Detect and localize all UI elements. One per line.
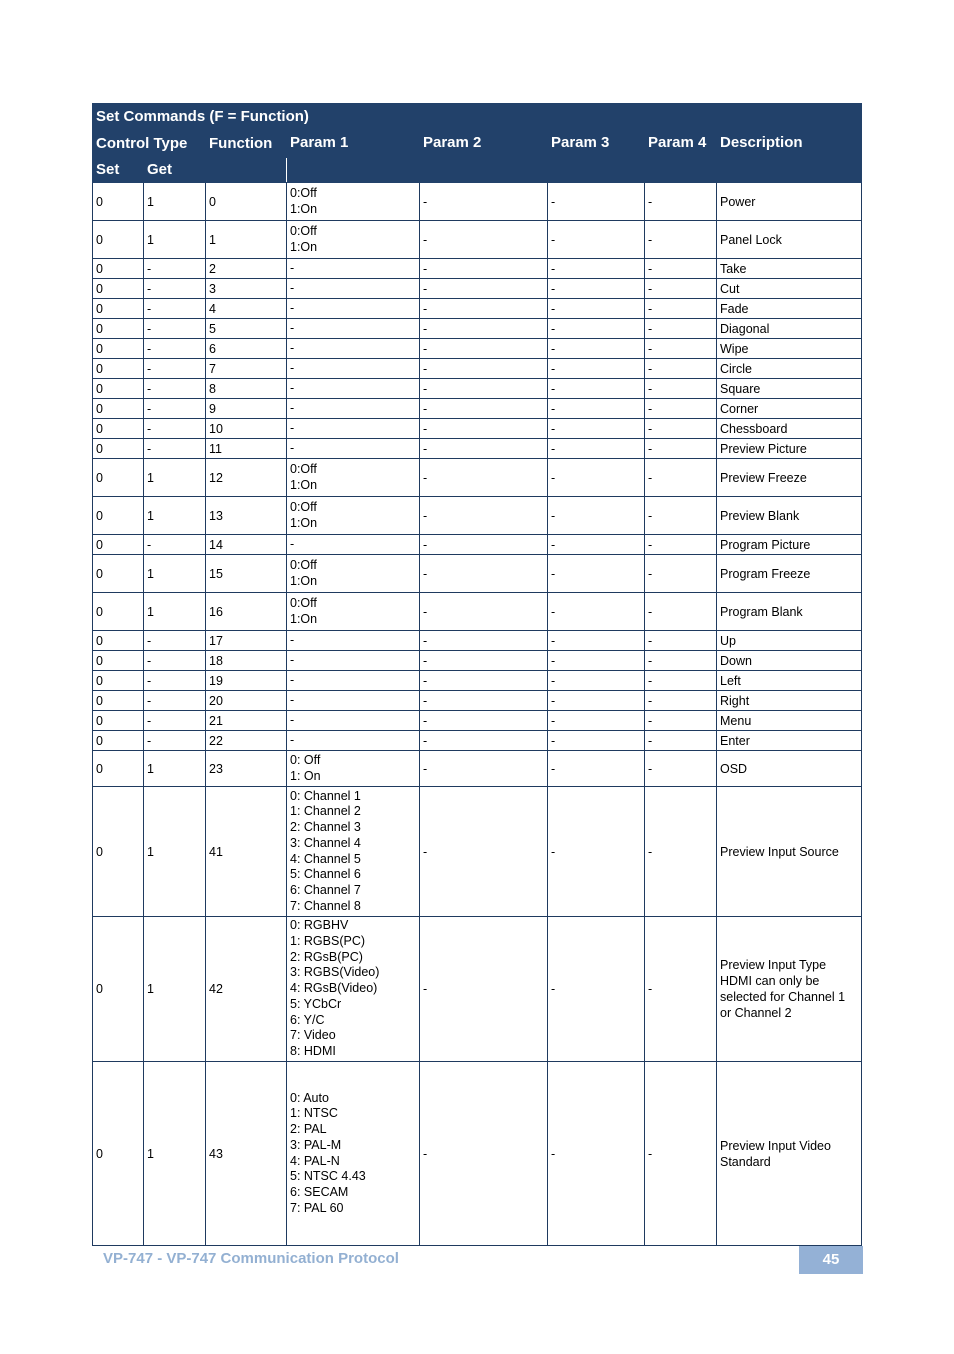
- cell-function: 41: [206, 787, 287, 917]
- cell-param4: -: [645, 671, 717, 691]
- cell-description: Wipe: [717, 339, 862, 359]
- cell-function: 18: [206, 651, 287, 671]
- cell-param1: -: [287, 359, 420, 379]
- cell-param2: -: [420, 1062, 548, 1246]
- cell-param3: -: [548, 671, 645, 691]
- cell-param1: -: [287, 419, 420, 439]
- table-row: [93, 497, 862, 535]
- cell-description: Preview Input Type HDMI can only be selected for Channel 1 or Channel 2: [717, 917, 862, 1062]
- cell-param1: 0: Channel 1 1: Channel 2 2: Channel 3 3: Channel 4 4: Channel 5 5: Channel 6 6: Channel 7 7: Channel 8: [287, 787, 420, 917]
- cell-param2: -: [420, 359, 548, 379]
- table-row: [93, 221, 862, 259]
- table-row: [93, 419, 862, 439]
- cell-param3: -: [548, 555, 645, 593]
- cell-set: 0: [93, 319, 144, 339]
- table-row: [93, 183, 862, 221]
- table-row: [93, 299, 862, 319]
- table-row: [93, 731, 862, 751]
- cell-param4: -: [645, 711, 717, 731]
- cell-get: -: [144, 379, 206, 399]
- cell-description: Program Freeze: [717, 555, 862, 593]
- cell-param4: -: [645, 439, 717, 459]
- cell-param4: -: [645, 183, 717, 221]
- cell-param3: -: [548, 439, 645, 459]
- cell-param4: -: [645, 319, 717, 339]
- cell-get: -: [144, 711, 206, 731]
- cell-param2: -: [420, 299, 548, 319]
- header-get: Get: [144, 158, 206, 183]
- cell-function: 0: [206, 183, 287, 221]
- cell-param2: -: [420, 651, 548, 671]
- cell-param2: -: [420, 439, 548, 459]
- cell-set: 0: [93, 339, 144, 359]
- cell-set: 0: [93, 299, 144, 319]
- page-number-badge: 45: [799, 1246, 863, 1274]
- cell-param2: -: [420, 535, 548, 555]
- header-param3: Param 3: [548, 131, 645, 183]
- cell-function: 10: [206, 419, 287, 439]
- cell-description: Menu: [717, 711, 862, 731]
- cell-param1: 0: RGBHV 1: RGBS(PC) 2: RGsB(PC) 3: RGBS(Video) 4: RGsB(Video) 5: YCbCr 6: Y/C 7: Video 8: HDMI: [287, 917, 420, 1062]
- cell-param4: -: [645, 379, 717, 399]
- cell-set: 0: [93, 1062, 144, 1246]
- cell-param3: -: [548, 691, 645, 711]
- cell-param4: -: [645, 1062, 717, 1246]
- cell-set: 0: [93, 399, 144, 419]
- cell-param1: -: [287, 711, 420, 731]
- table-row: [93, 279, 862, 299]
- cell-param1: -: [287, 691, 420, 711]
- cell-function: 20: [206, 691, 287, 711]
- cell-param3: -: [548, 259, 645, 279]
- cell-param3: -: [548, 731, 645, 751]
- cell-param1: 0:Off 1:On: [287, 555, 420, 593]
- cell-param2: -: [420, 787, 548, 917]
- cell-set: 0: [93, 221, 144, 259]
- cell-get: -: [144, 671, 206, 691]
- cell-function: 21: [206, 711, 287, 731]
- table-row: [93, 359, 862, 379]
- cell-set: 0: [93, 751, 144, 787]
- cell-function: 9: [206, 399, 287, 419]
- cell-description: Cut: [717, 279, 862, 299]
- cell-get: -: [144, 399, 206, 419]
- cell-param3: -: [548, 593, 645, 631]
- cell-function: 7: [206, 359, 287, 379]
- table-row: [93, 671, 862, 691]
- cell-param4: -: [645, 259, 717, 279]
- cell-param3: -: [548, 631, 645, 651]
- cell-param4: -: [645, 917, 717, 1062]
- table-row: [93, 259, 862, 279]
- cell-param4: -: [645, 279, 717, 299]
- cell-get: -: [144, 319, 206, 339]
- cell-description: Right: [717, 691, 862, 711]
- cell-description: Circle: [717, 359, 862, 379]
- cell-set: 0: [93, 379, 144, 399]
- cell-param1: -: [287, 651, 420, 671]
- cell-description: OSD: [717, 751, 862, 787]
- table-row: [93, 711, 862, 731]
- cell-param3: -: [548, 787, 645, 917]
- cell-set: 0: [93, 593, 144, 631]
- cell-param3: -: [548, 535, 645, 555]
- cell-set: 0: [93, 497, 144, 535]
- cell-param2: -: [420, 221, 548, 259]
- cell-param1: -: [287, 379, 420, 399]
- cell-function: 2: [206, 259, 287, 279]
- header-set: Set: [93, 158, 144, 183]
- cell-param1: -: [287, 731, 420, 751]
- cell-get: 1: [144, 459, 206, 497]
- cell-param2: -: [420, 631, 548, 651]
- cell-function: 17: [206, 631, 287, 651]
- cell-param4: -: [645, 651, 717, 671]
- cell-function: 11: [206, 439, 287, 459]
- cell-param3: -: [548, 497, 645, 535]
- table-title: Set Commands (F = Function): [93, 104, 862, 131]
- table-row: [93, 593, 862, 631]
- cell-param2: -: [420, 259, 548, 279]
- cell-param4: -: [645, 691, 717, 711]
- cell-param1: 0:Off 1:On: [287, 593, 420, 631]
- cell-param4: -: [645, 751, 717, 787]
- cell-description: Panel Lock: [717, 221, 862, 259]
- cell-description: Preview Input Video Standard: [717, 1062, 862, 1246]
- cell-function: 13: [206, 497, 287, 535]
- cell-get: -: [144, 631, 206, 651]
- table-row: [93, 917, 862, 1062]
- cell-param3: -: [548, 359, 645, 379]
- cell-set: 0: [93, 359, 144, 379]
- cell-set: 0: [93, 183, 144, 221]
- cell-param4: -: [645, 419, 717, 439]
- cell-get: -: [144, 419, 206, 439]
- cell-param2: -: [420, 319, 548, 339]
- table-row: [93, 535, 862, 555]
- cell-get: -: [144, 359, 206, 379]
- cell-param2: -: [420, 711, 548, 731]
- cell-get: -: [144, 299, 206, 319]
- header-function-spacer: [206, 158, 287, 183]
- cell-function: 14: [206, 535, 287, 555]
- cell-param1: 0: Off 1: On: [287, 751, 420, 787]
- cell-param2: -: [420, 691, 548, 711]
- cell-function: 12: [206, 459, 287, 497]
- cell-set: 0: [93, 651, 144, 671]
- cell-param2: -: [420, 279, 548, 299]
- cell-description: Up: [717, 631, 862, 651]
- cell-param4: -: [645, 399, 717, 419]
- cell-get: -: [144, 731, 206, 751]
- table-row: [93, 651, 862, 671]
- cell-param1: -: [287, 299, 420, 319]
- header-description: Description: [717, 131, 862, 183]
- cell-param3: -: [548, 183, 645, 221]
- cell-param4: -: [645, 631, 717, 651]
- header-param2: Param 2: [420, 131, 548, 183]
- cell-description: Left: [717, 671, 862, 691]
- cell-param4: -: [645, 359, 717, 379]
- cell-param2: -: [420, 419, 548, 439]
- cell-function: 22: [206, 731, 287, 751]
- cell-get: 1: [144, 593, 206, 631]
- table-row: [93, 339, 862, 359]
- table-body: [93, 183, 862, 1246]
- cell-description: Diagonal: [717, 319, 862, 339]
- table-row: [93, 1062, 862, 1246]
- footer-title: VP-747 - VP-747 Communication Protocol: [103, 1250, 399, 1267]
- cell-get: -: [144, 439, 206, 459]
- cell-set: 0: [93, 671, 144, 691]
- table-row: [93, 787, 862, 917]
- cell-param4: -: [645, 731, 717, 751]
- cell-get: -: [144, 259, 206, 279]
- cell-param3: -: [548, 419, 645, 439]
- cell-param4: -: [645, 497, 717, 535]
- cell-description: Enter: [717, 731, 862, 751]
- cell-param1: -: [287, 319, 420, 339]
- cell-get: 1: [144, 497, 206, 535]
- cell-function: 15: [206, 555, 287, 593]
- cell-function: 1: [206, 221, 287, 259]
- cell-param1: 0:Off 1:On: [287, 183, 420, 221]
- cell-param1: 0:Off 1:On: [287, 221, 420, 259]
- cell-param2: -: [420, 379, 548, 399]
- cell-param2: -: [420, 917, 548, 1062]
- cell-function: 19: [206, 671, 287, 691]
- header-function: Function: [206, 131, 287, 158]
- header-param4: Param 4: [645, 131, 717, 183]
- table-row: [93, 319, 862, 339]
- cell-set: 0: [93, 439, 144, 459]
- cell-param4: -: [645, 339, 717, 359]
- cell-param1: 0:Off 1:On: [287, 459, 420, 497]
- cell-param3: -: [548, 221, 645, 259]
- header-param1: Param 1: [287, 131, 420, 183]
- cell-param3: -: [548, 751, 645, 787]
- cell-param2: -: [420, 593, 548, 631]
- cell-param2: -: [420, 459, 548, 497]
- cell-description: Preview Picture: [717, 439, 862, 459]
- cell-description: Power: [717, 183, 862, 221]
- cell-set: 0: [93, 555, 144, 593]
- cell-set: 0: [93, 711, 144, 731]
- cell-param2: -: [420, 671, 548, 691]
- cell-param4: -: [645, 555, 717, 593]
- cell-param2: -: [420, 555, 548, 593]
- cell-param1: -: [287, 671, 420, 691]
- cell-set: 0: [93, 419, 144, 439]
- table-row: [93, 439, 862, 459]
- cell-set: 0: [93, 535, 144, 555]
- cell-get: 1: [144, 787, 206, 917]
- cell-description: Program Blank: [717, 593, 862, 631]
- cell-param4: -: [645, 299, 717, 319]
- cell-set: 0: [93, 787, 144, 917]
- cell-param1: -: [287, 259, 420, 279]
- table-row: [93, 691, 862, 711]
- cell-param3: -: [548, 339, 645, 359]
- set-commands-table: [92, 103, 862, 1246]
- cell-param2: -: [420, 751, 548, 787]
- cell-get: -: [144, 691, 206, 711]
- cell-function: 8: [206, 379, 287, 399]
- cell-param2: -: [420, 731, 548, 751]
- cell-param1: -: [287, 535, 420, 555]
- cell-set: 0: [93, 259, 144, 279]
- cell-param4: -: [645, 535, 717, 555]
- cell-description: Down: [717, 651, 862, 671]
- cell-function: 6: [206, 339, 287, 359]
- cell-param1: -: [287, 631, 420, 651]
- cell-function: 23: [206, 751, 287, 787]
- cell-param1: -: [287, 279, 420, 299]
- cell-set: 0: [93, 917, 144, 1062]
- cell-description: Program Picture: [717, 535, 862, 555]
- cell-get: -: [144, 339, 206, 359]
- cell-get: 1: [144, 751, 206, 787]
- cell-param3: -: [548, 711, 645, 731]
- cell-function: 42: [206, 917, 287, 1062]
- cell-get: 1: [144, 555, 206, 593]
- cell-function: 5: [206, 319, 287, 339]
- table-row: [93, 631, 862, 651]
- cell-set: 0: [93, 459, 144, 497]
- cell-param3: -: [548, 917, 645, 1062]
- cell-param1: -: [287, 399, 420, 419]
- cell-get: 1: [144, 1062, 206, 1246]
- cell-param3: -: [548, 319, 645, 339]
- cell-description: Preview Freeze: [717, 459, 862, 497]
- cell-description: Take: [717, 259, 862, 279]
- table-row: [93, 751, 862, 787]
- cell-function: 16: [206, 593, 287, 631]
- cell-param2: -: [420, 339, 548, 359]
- cell-param3: -: [548, 279, 645, 299]
- table-row: [93, 399, 862, 419]
- cell-param2: -: [420, 497, 548, 535]
- cell-get: -: [144, 651, 206, 671]
- cell-get: 1: [144, 183, 206, 221]
- cell-set: 0: [93, 731, 144, 751]
- cell-param3: -: [548, 459, 645, 497]
- cell-param3: -: [548, 651, 645, 671]
- cell-param4: -: [645, 787, 717, 917]
- cell-get: -: [144, 279, 206, 299]
- cell-function: 43: [206, 1062, 287, 1246]
- table-row: [93, 459, 862, 497]
- cell-param4: -: [645, 459, 717, 497]
- cell-description: Fade: [717, 299, 862, 319]
- cell-set: 0: [93, 691, 144, 711]
- cell-get: -: [144, 535, 206, 555]
- cell-param4: -: [645, 221, 717, 259]
- cell-param3: -: [548, 399, 645, 419]
- cell-param3: -: [548, 1062, 645, 1246]
- cell-param3: -: [548, 299, 645, 319]
- cell-param3: -: [548, 379, 645, 399]
- cell-function: 4: [206, 299, 287, 319]
- cell-get: 1: [144, 917, 206, 1062]
- cell-description: Chessboard: [717, 419, 862, 439]
- cell-param1: -: [287, 439, 420, 459]
- cell-description: Corner: [717, 399, 862, 419]
- cell-description: Square: [717, 379, 862, 399]
- cell-param4: -: [645, 593, 717, 631]
- cell-param1: 0: Auto 1: NTSC 2: PAL 3: PAL-M 4: PAL-N 5: NTSC 4.43 6: SECAM 7: PAL 60: [287, 1062, 420, 1246]
- cell-param1: -: [287, 339, 420, 359]
- cell-function: 3: [206, 279, 287, 299]
- cell-param2: -: [420, 183, 548, 221]
- header-control-type: Control Type: [93, 131, 206, 158]
- table-row: [93, 379, 862, 399]
- cell-set: 0: [93, 279, 144, 299]
- cell-description: Preview Input Source: [717, 787, 862, 917]
- cell-description: Preview Blank: [717, 497, 862, 535]
- table-row: [93, 555, 862, 593]
- cell-get: 1: [144, 221, 206, 259]
- cell-param2: -: [420, 399, 548, 419]
- cell-param1: 0:Off 1:On: [287, 497, 420, 535]
- cell-set: 0: [93, 631, 144, 651]
